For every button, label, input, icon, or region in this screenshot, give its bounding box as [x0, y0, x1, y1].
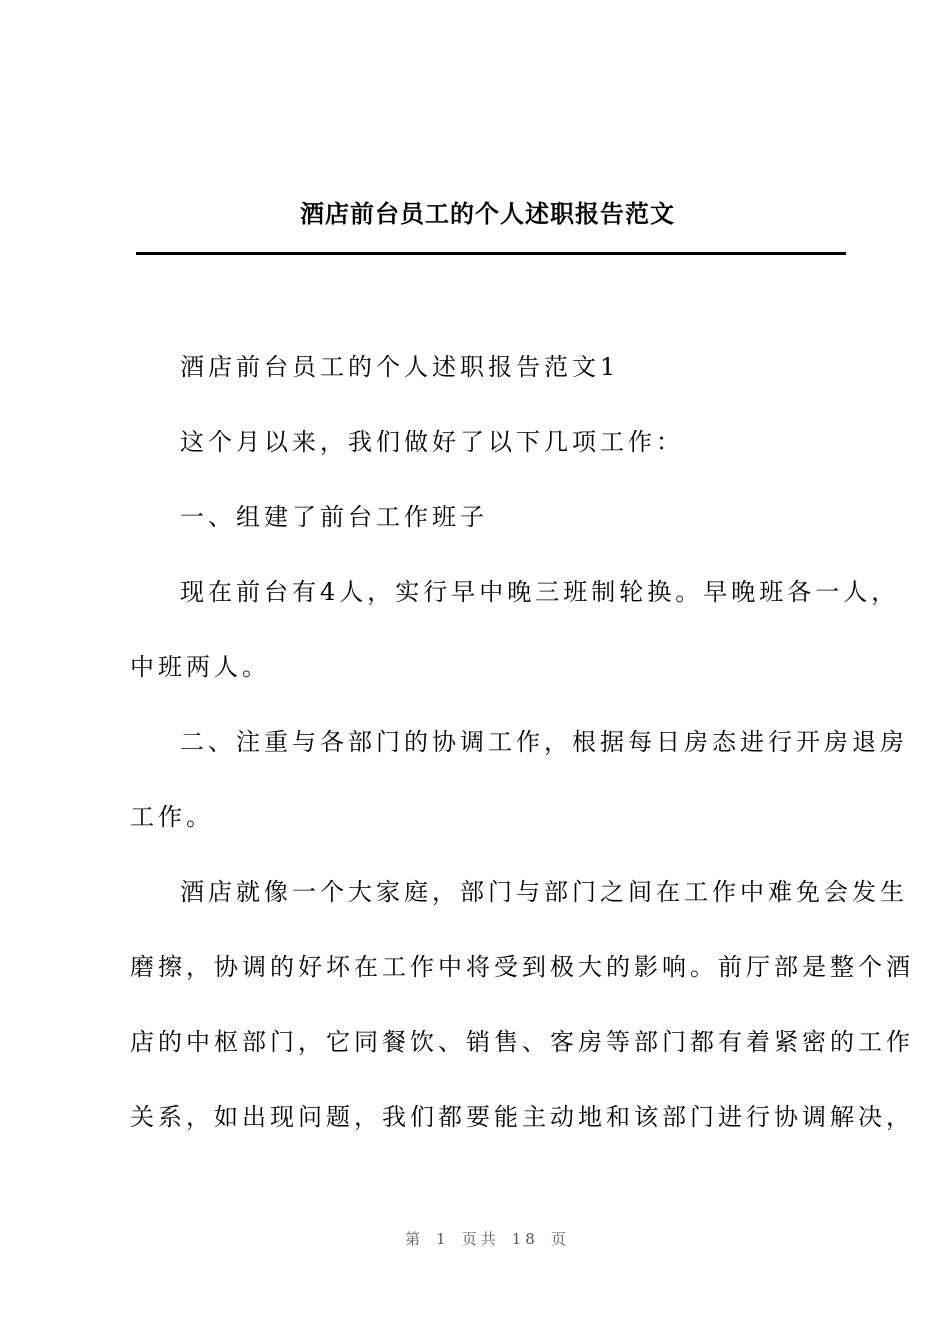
- footer-suffix: 页: [550, 1230, 570, 1248]
- document-title: 酒店前台员工的个人述职报告范文: [300, 199, 675, 228]
- paragraph-line: 酒店就像一个大家庭，部门与部门之间在工作中难免会发生: [180, 878, 908, 906]
- section-heading: 酒店前台员工的个人述职报告范文1: [180, 353, 620, 381]
- paragraph-line: 现在前台有4人，实行早中晚三班制轮换。早晚班各一人，: [180, 578, 900, 606]
- paragraph-line: 这个月以来，我们做好了以下几项工作：: [180, 428, 684, 456]
- paragraph-line: 中班两人。: [130, 653, 270, 681]
- paragraph-line: 店的中枢部门，它同餐饮、销售、客房等部门都有着紧密的工作: [130, 1028, 914, 1056]
- paragraph-line: 二、注重与各部门的协调工作，根据每日房态进行开房退房: [180, 728, 908, 756]
- paragraph-line: 磨擦，协调的好坏在工作中将受到极大的影响。前厅部是整个酒: [130, 953, 914, 981]
- document-body: [130, 330, 914, 1155]
- page-footer: [0, 1228, 950, 1249]
- paragraph-line: 关系，如出现问题，我们都要能主动地和该部门进行协调解决，: [130, 1103, 914, 1131]
- footer-current-page: 1: [436, 1230, 450, 1248]
- title-underline: [136, 252, 846, 255]
- footer-total-pages: 18: [511, 1230, 539, 1248]
- footer-mid: 页共: [461, 1230, 500, 1248]
- paragraph-line: 工作。: [130, 803, 214, 831]
- paragraph-line: 一、组建了前台工作班子: [180, 503, 488, 531]
- footer-prefix: 第: [405, 1230, 425, 1248]
